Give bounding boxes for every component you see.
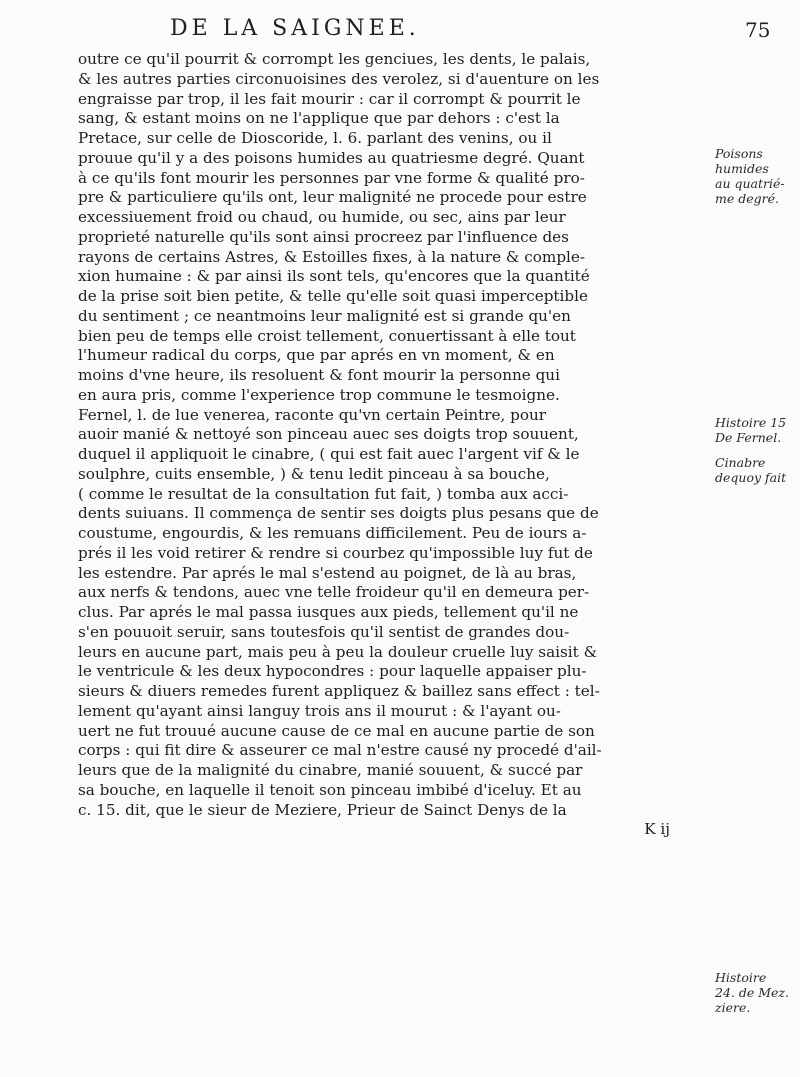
text-line: lement qu'ayant ainsi languy trois ans il mourut : & l'ayant ou- [78, 701, 561, 720]
text-line: outre ce qu'il pourrit & corrompt les genciues, les dents, le palais, [78, 50, 591, 68]
text-line: duquel il appliquoit le cinabre, ( qui est fait auec l'argent vif & le [78, 445, 580, 463]
text-line: rayons de certains Astres, & Estoilles fixes, à la nature & comple- [78, 247, 586, 266]
margin-notes [715, 0, 797, 1077]
text-line: Pretace, sur celle de Dioscoride, l. 6. parlant des venins, ou il [78, 129, 552, 147]
text-line: de la prise soit bien petite, & telle qu'elle soit quasi imperceptible [78, 287, 588, 305]
text-line: pre & particuliere qu'ils ont, leur malignité ne procede pour estre [78, 188, 587, 207]
text-line: à ce qu'ils font mourir les personnes par vne forme & qualité pro- [78, 168, 585, 187]
text-line: soulphre, cuits ensemble, ) & tenu ledit pinceau à sa bouche, [78, 464, 550, 483]
margin-note-fernel: Histoire 15 De Fernel. [715, 415, 787, 445]
text-line: moins d'vne heure, ils resoluent & font mourir la personne qui [78, 366, 560, 384]
text-line: le ventricule & les deux hypocondres : pour laquelle appaiser plu- [78, 662, 587, 681]
text-line: sang, & estant moins on ne l'applique que par dehors : c'est la [78, 109, 560, 128]
text-line: xion humaine : & par ainsi ils sont tels, qu'encores que la quantité [78, 267, 590, 286]
text-line: clus. Par aprés le mal passa iusques aux pieds, tellement qu'il ne [78, 603, 579, 621]
text-line: Fernel, l. de lue venerea, raconte qu'vn certain Peintre, pour [78, 405, 547, 424]
text-line: prés il les void retirer & rendre si courbez qu'impossible luy fut de [78, 543, 593, 562]
text-line: bien peu de temps elle croist tellement, conuertissant à elle tout [78, 326, 576, 345]
margin-note-meziere: Histoire 24. de Mez. ziere. [715, 970, 789, 1015]
signature-mark-line: K ij [644, 820, 670, 839]
text-line: aux nerfs & tendons, auec vne telle froideur qu'il en demeura per- [78, 583, 590, 602]
text-line: coustume, engourdis, & les remuans difficilement. Peu de iours a- [78, 524, 587, 542]
text-line: du sentiment ; ce neantmoins leur malignité est si grande qu'en [78, 306, 571, 325]
text-line: prouue qu'il y a des poisons humides au quatriesme degré. Quant [78, 148, 585, 167]
text-line: les estendre. Par aprés le mal s'estend au poignet, de là au bras, [78, 563, 577, 582]
margin-note-cinabre: Cinabre dequoy fait [715, 455, 787, 485]
text-line: corps : qui fit dire & asseurer ce mal n'estre causé ny procedé d'ail- [78, 741, 602, 760]
text-line: l'humeur radical du corps, que par aprés en vn moment, & en [78, 346, 555, 365]
text-line: ( comme le resultat de la consultation fut fait, ) tomba aux acci- [78, 484, 569, 503]
text-line: auoir manié & nettoyé son pinceau auec ses doigts trop souuent, [78, 425, 579, 444]
text-line: engraisse par trop, il les fait mourir : car il corrompt & pourrit le [78, 89, 581, 108]
running-head: DE LA SAIGNEE. [170, 16, 420, 41]
text-line: leurs en aucune part, mais peu à peu la douleur cruelle luy saisit & [78, 642, 598, 661]
text-line: proprieté naturelle qu'ils sont ainsi procreez par l'influence des [78, 227, 569, 246]
text-line: c. 15. dit, que le sieur de Meziere, Prieur de Sainct Denys de la [78, 800, 567, 819]
text-line: excessiuement froid ou chaud, ou humide, ou sec, ains par leur [78, 208, 566, 226]
margin-note-poisons: Poisons humides au quatrié- me degré. [715, 146, 785, 206]
text-line: uert ne fut trouué aucune cause de ce mal en aucune partie de son [78, 721, 595, 740]
text-line: s'en pouuoit seruir, sans toutesfois qu'il sentist de grandes dou- [78, 622, 570, 641]
text-line: sa bouche, en laquelle il tenoit son pinceau imbibé d'iceluy. Et au [78, 780, 582, 799]
body-text [78, 50, 710, 840]
text-line: dents suiuans. Il commença de sentir ses doigts plus pesans que de [78, 504, 599, 523]
page-number: 75 [745, 18, 771, 42]
text-line: & les autres parties circonuoisines des verolez, si d'auenture on les [78, 69, 600, 88]
text-line: sieurs & diuers remedes furent appliquez & baillez sans effect : tel- [78, 682, 600, 700]
text-line: en aura pris, comme l'experience trop commune le tesmoigne. [78, 385, 560, 404]
text-line: leurs que de la malignité du cinabre, manié souuent, & succé par [78, 761, 583, 779]
